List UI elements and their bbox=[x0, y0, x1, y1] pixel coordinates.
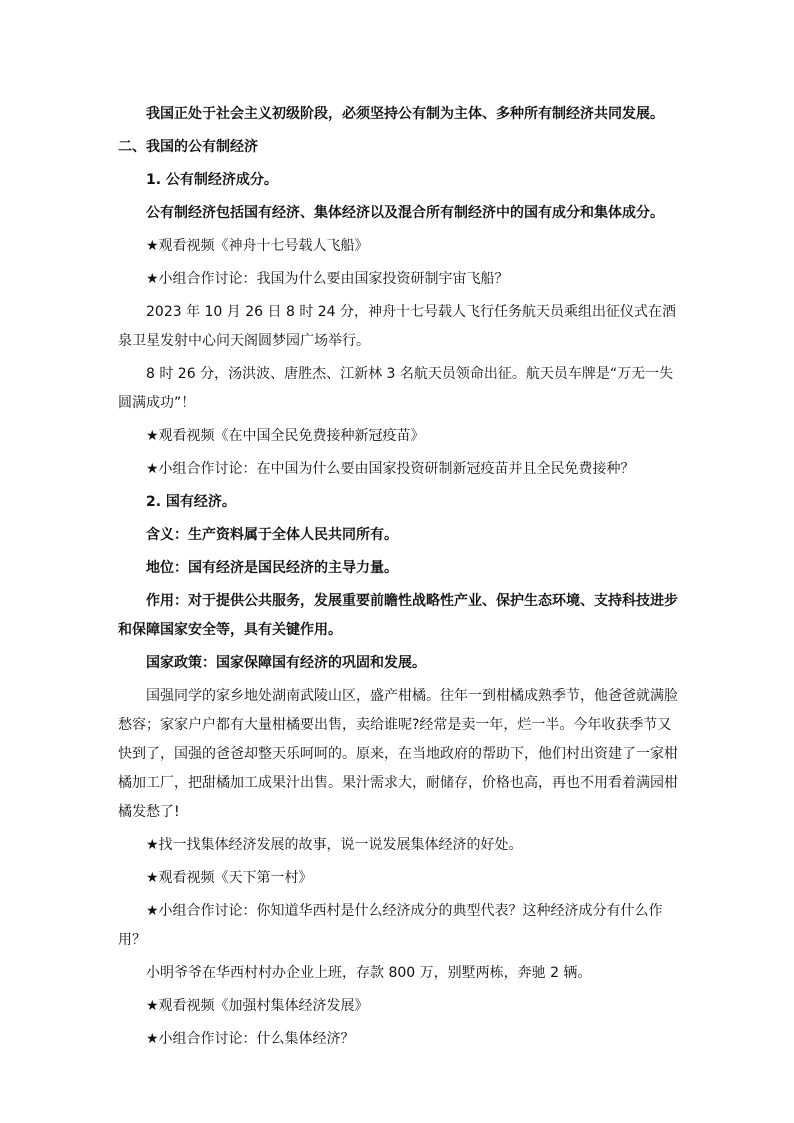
discussion-item-spaceship: ★小组合作讨论：我国为什么要由国家投资研制宇宙飞船？ bbox=[146, 271, 509, 287]
video-item-village-economy: ★观看视频《加强村集体经济发展》 bbox=[146, 998, 369, 1014]
task-item-collective-story: ★找一找集体经济发展的故事，说一说发展集体经济的好处。 bbox=[146, 837, 523, 853]
paragraph-policy: 国家政策：国家保障国有经济的巩固和发展。 bbox=[146, 655, 426, 671]
paragraph-function: 作用：对于提供公共服务，发展重要前瞻性战略性产业、保护生态环境、支持科技进步和保障国家安全等，具有关键作用。 bbox=[118, 593, 678, 638]
video-item-shenzhou: ★观看视频《神舟十七号载人飞船》 bbox=[146, 238, 369, 254]
discussion-item-huaxi: ★小组合作讨论：你知道华西村是什么经济成分的典型代表？这种经济成分有什么作用？ bbox=[118, 903, 663, 948]
section-heading-public-economy: 二、我国的公有制经济 bbox=[118, 139, 258, 155]
paragraph-public-definition: 公有制经济包括国有经济、集体经济以及混合所有制经济中的国有成分和集体成分。 bbox=[146, 205, 664, 221]
paragraph-shenzhou-launch: 2023 年 10 月 26 日 8 时 24 分，神舟十七号载人飞行任务航天员乘组出征仪式在酒泉卫星发射中心问天阁圆梦园广场举行。 bbox=[118, 304, 677, 349]
paragraph-meaning: 含义：生产资料属于全体人民共同所有。 bbox=[146, 527, 398, 543]
paragraph-orange-story: 国强同学的家乡地处湖南武陵山区，盛产柑橘。往年一到柑橘成熟季节，他爸爸就满脸愁容；家家户户都有大量柑橘要出售，卖给谁呢?经常是卖一年，烂一半。今年收获季节又快到了，国强的爸爸却整天乐呵呵的。原来，在当地政府的帮助下，他们村出资建了一家柑橘加工厂，把甜橘加工成果汁出售。果汁需求大，耐储存，价格也高，再也不用看着满园柑橘发愁了! bbox=[118, 688, 678, 820]
paragraph-xiaoming-grandpa: 小明爷爷在华西村村办企业上班，存款 800 万，别墅两栋，奔驰 2 辆。 bbox=[146, 965, 592, 981]
paragraph-status: 地位：国有经济是国民经济的主导力量。 bbox=[146, 560, 398, 576]
discussion-item-collective: ★小组合作讨论：什么集体经济？ bbox=[146, 1031, 355, 1047]
video-item-first-village: ★观看视频《天下第一村》 bbox=[146, 870, 313, 886]
subheading-state-economy: 2. 国有经济。 bbox=[146, 494, 236, 510]
subheading-public-components: 1. 公有制经济成分。 bbox=[146, 172, 278, 188]
paragraph-astronauts: 8 时 26 分，汤洪波、唐胜杰、江新林 3 名航天员领命出征。航天员车牌是“万无一失圆满成功”！ bbox=[118, 366, 674, 411]
paragraph-intro: 我国正处于社会主义初级阶段，必须坚持公有制为主体、多种所有制经济共同发展。 bbox=[146, 106, 664, 122]
document-body bbox=[118, 100, 678, 1058]
video-item-vaccine: ★观看视频《在中国全民免费接种新冠疫苗》 bbox=[146, 428, 425, 444]
discussion-item-vaccine: ★小组合作讨论：在中国为什么要由国家投资研制新冠疫苗并且全民免费接种？ bbox=[146, 461, 635, 477]
